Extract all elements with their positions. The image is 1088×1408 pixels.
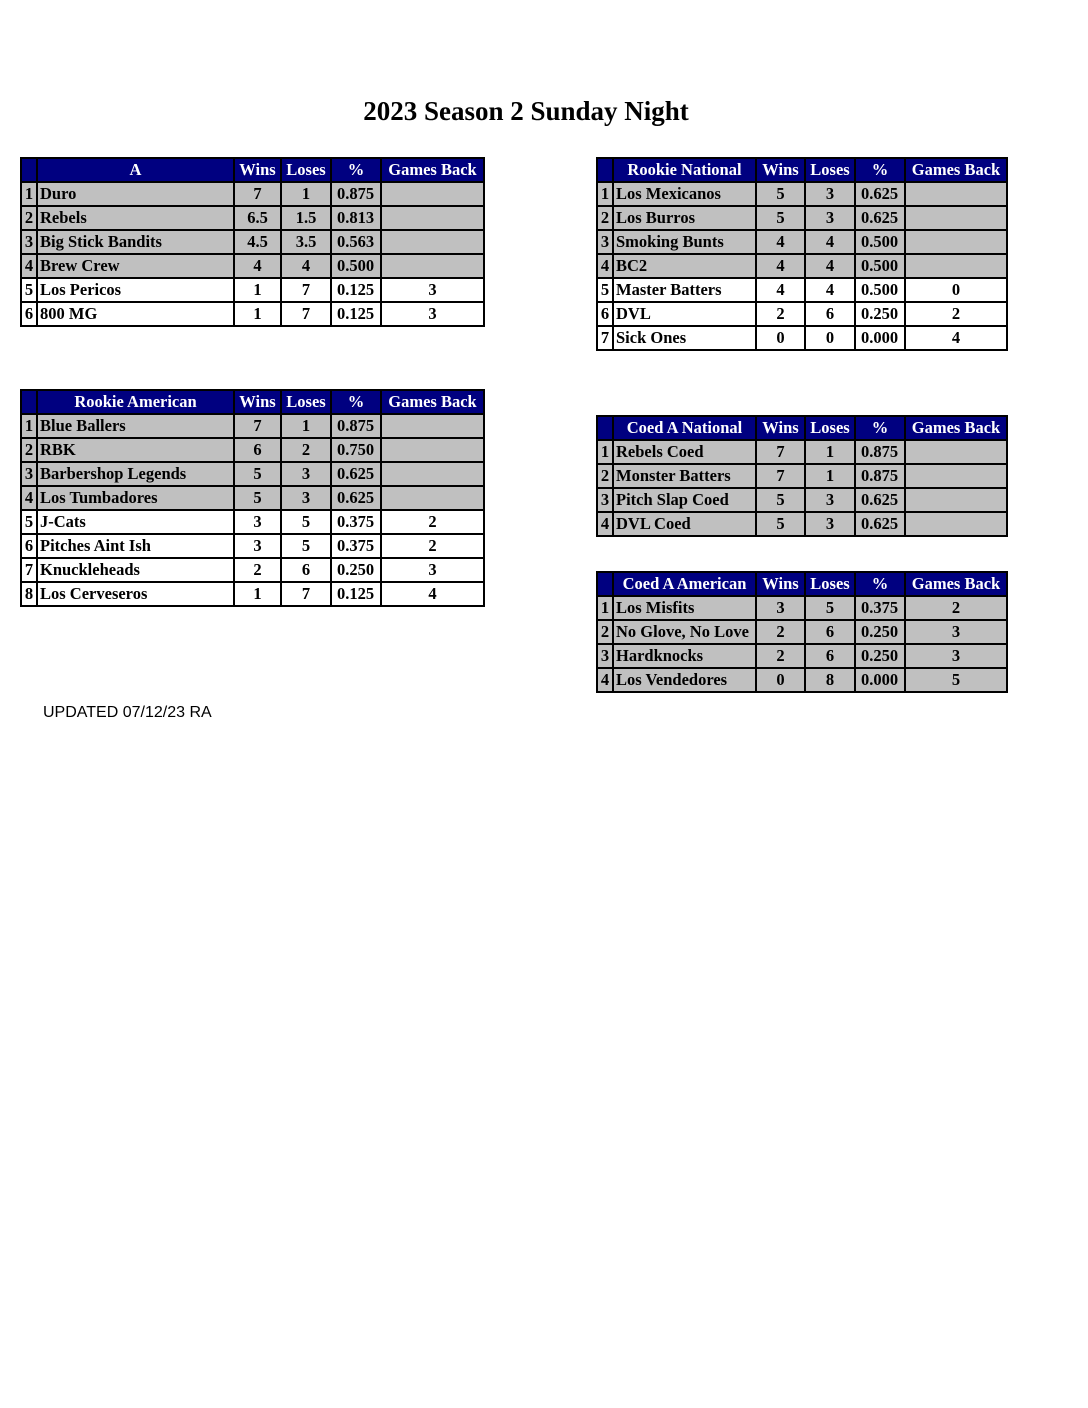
cell-wins: 4 — [756, 278, 805, 302]
header-rank — [597, 416, 613, 440]
cell-team: Hardknocks — [613, 644, 756, 668]
cell-loses: 7 — [281, 302, 331, 326]
cell-rank: 3 — [597, 644, 613, 668]
cell-wins: 5 — [756, 206, 805, 230]
cell-pct: 0.625 — [855, 488, 905, 512]
cell-wins: 0 — [756, 668, 805, 692]
cell-games-back: 2 — [381, 534, 484, 558]
header-division: Coed A American — [613, 572, 756, 596]
cell-wins: 4.5 — [234, 230, 281, 254]
table-row — [597, 206, 1007, 230]
cell-games-back — [905, 512, 1007, 536]
cell-wins: 4 — [756, 230, 805, 254]
cell-loses: 3 — [281, 486, 331, 510]
header-division: Coed A National — [613, 416, 756, 440]
cell-games-back — [381, 182, 484, 206]
cell-pct: 0.625 — [855, 182, 905, 206]
cell-games-back — [905, 182, 1007, 206]
cell-wins: 7 — [234, 414, 281, 438]
cell-pct: 0.875 — [331, 414, 381, 438]
cell-wins: 5 — [756, 488, 805, 512]
table-row — [597, 254, 1007, 278]
updated-note: UPDATED 07/12/23 RA — [43, 704, 212, 721]
cell-rank: 6 — [21, 302, 37, 326]
cell-wins: 2 — [756, 644, 805, 668]
cell-team: Los Mexicanos — [613, 182, 756, 206]
header-wins: Wins — [756, 158, 805, 182]
cell-loses: 6 — [805, 644, 855, 668]
cell-wins: 2 — [234, 558, 281, 582]
cell-team: Smoking Bunts — [613, 230, 756, 254]
cell-rank: 2 — [597, 620, 613, 644]
cell-pct: 0.875 — [855, 464, 905, 488]
header-pct: % — [855, 416, 905, 440]
cell-rank: 1 — [21, 414, 37, 438]
cell-rank: 3 — [597, 488, 613, 512]
cell-loses: 3 — [805, 206, 855, 230]
cell-rank: 5 — [597, 278, 613, 302]
cell-pct: 0.125 — [331, 582, 381, 606]
cell-rank: 6 — [597, 302, 613, 326]
header-rank — [21, 158, 37, 182]
table-row — [21, 438, 484, 462]
header-wins: Wins — [756, 572, 805, 596]
cell-pct: 0.500 — [855, 254, 905, 278]
cell-pct: 0.500 — [855, 230, 905, 254]
header-loses: Loses — [281, 158, 331, 182]
cell-games-back — [381, 438, 484, 462]
cell-pct: 0.375 — [855, 596, 905, 620]
cell-rank: 2 — [21, 438, 37, 462]
cell-team: Blue Ballers — [37, 414, 234, 438]
table-row — [21, 278, 484, 302]
header-loses: Loses — [805, 572, 855, 596]
standings-table-coed-a-national — [596, 415, 1008, 537]
table-row — [21, 254, 484, 278]
cell-team: Rebels Coed — [613, 440, 756, 464]
cell-games-back: 3 — [905, 620, 1007, 644]
cell-team: Brew Crew — [37, 254, 234, 278]
cell-team: RBK — [37, 438, 234, 462]
cell-games-back: 3 — [381, 302, 484, 326]
table-row — [597, 488, 1007, 512]
cell-team: Los Pericos — [37, 278, 234, 302]
cell-loses: 1.5 — [281, 206, 331, 230]
cell-team: DVL Coed — [613, 512, 756, 536]
cell-team: J-Cats — [37, 510, 234, 534]
cell-pct: 0.625 — [331, 462, 381, 486]
cell-rank: 4 — [21, 254, 37, 278]
cell-games-back: 3 — [381, 558, 484, 582]
standings-table-coed-a-american — [596, 571, 1008, 693]
table-row — [21, 414, 484, 438]
cell-team: 800 MG — [37, 302, 234, 326]
cell-pct: 0.500 — [331, 254, 381, 278]
table-row — [21, 302, 484, 326]
standings-table-rookie-national — [596, 157, 1008, 351]
header-rank — [21, 390, 37, 414]
table-row — [21, 582, 484, 606]
cell-wins: 5 — [756, 512, 805, 536]
header-row — [21, 158, 484, 182]
cell-wins: 3 — [234, 534, 281, 558]
cell-rank: 4 — [597, 512, 613, 536]
cell-team: DVL — [613, 302, 756, 326]
page-title: 2023 Season 2 Sunday Night — [363, 96, 689, 126]
standings-table-rookie-american — [20, 389, 485, 607]
cell-loses: 1 — [805, 464, 855, 488]
cell-games-back — [381, 254, 484, 278]
cell-loses: 6 — [805, 302, 855, 326]
cell-rank: 4 — [597, 254, 613, 278]
cell-games-back — [381, 206, 484, 230]
cell-games-back — [905, 206, 1007, 230]
cell-games-back: 2 — [905, 596, 1007, 620]
cell-games-back: 5 — [905, 668, 1007, 692]
cell-wins: 7 — [756, 440, 805, 464]
cell-wins: 5 — [756, 182, 805, 206]
cell-wins: 4 — [234, 254, 281, 278]
cell-team: BC2 — [613, 254, 756, 278]
cell-loses: 4 — [281, 254, 331, 278]
cell-rank: 3 — [597, 230, 613, 254]
cell-loses: 3 — [805, 488, 855, 512]
cell-team: No Glove, No Love — [613, 620, 756, 644]
table-row — [597, 596, 1007, 620]
cell-team: Pitches Aint Ish — [37, 534, 234, 558]
cell-games-back — [381, 486, 484, 510]
header-row — [597, 572, 1007, 596]
table-row — [21, 182, 484, 206]
cell-rank: 7 — [597, 326, 613, 350]
cell-rank: 1 — [597, 182, 613, 206]
header-division: Rookie National — [613, 158, 756, 182]
cell-pct: 0.875 — [331, 182, 381, 206]
table-row — [597, 302, 1007, 326]
header-row — [597, 416, 1007, 440]
cell-rank: 2 — [21, 206, 37, 230]
cell-team: Rebels — [37, 206, 234, 230]
table-row — [597, 512, 1007, 536]
table-row — [597, 278, 1007, 302]
cell-wins: 3 — [756, 596, 805, 620]
header-division: A — [37, 158, 234, 182]
cell-loses: 7 — [281, 278, 331, 302]
header-games-back: Games Back — [905, 158, 1007, 182]
cell-rank: 1 — [597, 596, 613, 620]
cell-pct: 0.250 — [855, 302, 905, 326]
table-row — [21, 206, 484, 230]
cell-games-back — [905, 464, 1007, 488]
cell-team: Los Misfits — [613, 596, 756, 620]
header-games-back: Games Back — [381, 390, 484, 414]
cell-loses: 4 — [805, 254, 855, 278]
table-row — [21, 534, 484, 558]
cell-team: Los Burros — [613, 206, 756, 230]
cell-rank: 6 — [21, 534, 37, 558]
cell-rank: 1 — [21, 182, 37, 206]
cell-rank: 3 — [21, 230, 37, 254]
cell-pct: 0.250 — [855, 644, 905, 668]
cell-pct: 0.625 — [855, 206, 905, 230]
table-row — [597, 644, 1007, 668]
cell-games-back: 2 — [905, 302, 1007, 326]
cell-loses: 1 — [805, 440, 855, 464]
cell-pct: 0.563 — [331, 230, 381, 254]
cell-games-back: 4 — [381, 582, 484, 606]
cell-team: Monster Batters — [613, 464, 756, 488]
cell-team: Barbershop Legends — [37, 462, 234, 486]
cell-loses: 5 — [281, 534, 331, 558]
header-games-back: Games Back — [381, 158, 484, 182]
table-row — [597, 620, 1007, 644]
header-games-back: Games Back — [905, 572, 1007, 596]
cell-wins: 1 — [234, 582, 281, 606]
cell-loses: 3 — [805, 182, 855, 206]
cell-rank: 1 — [597, 440, 613, 464]
cell-rank: 7 — [21, 558, 37, 582]
cell-wins: 2 — [756, 302, 805, 326]
cell-games-back — [905, 230, 1007, 254]
cell-games-back — [381, 462, 484, 486]
table-row — [21, 462, 484, 486]
cell-team: Los Vendedores — [613, 668, 756, 692]
header-rank — [597, 158, 613, 182]
cell-loses: 4 — [805, 278, 855, 302]
cell-pct: 0.875 — [855, 440, 905, 464]
table-row — [597, 668, 1007, 692]
cell-rank: 2 — [597, 464, 613, 488]
cell-games-back — [381, 414, 484, 438]
cell-wins: 1 — [234, 302, 281, 326]
cell-team: Sick Ones — [613, 326, 756, 350]
header-row — [597, 158, 1007, 182]
cell-games-back — [381, 230, 484, 254]
header-loses: Loses — [805, 158, 855, 182]
cell-games-back: 3 — [381, 278, 484, 302]
cell-rank: 2 — [597, 206, 613, 230]
cell-wins: 5 — [234, 462, 281, 486]
cell-team: Pitch Slap Coed — [613, 488, 756, 512]
header-row — [21, 390, 484, 414]
table-row — [21, 230, 484, 254]
cell-wins: 7 — [234, 182, 281, 206]
cell-pct: 0.125 — [331, 302, 381, 326]
table-row — [21, 558, 484, 582]
cell-rank: 5 — [21, 510, 37, 534]
header-pct: % — [331, 390, 381, 414]
cell-wins: 6.5 — [234, 206, 281, 230]
header-wins: Wins — [234, 390, 281, 414]
cell-loses: 6 — [805, 620, 855, 644]
cell-rank: 8 — [21, 582, 37, 606]
cell-loses: 0 — [805, 326, 855, 350]
cell-loses: 8 — [805, 668, 855, 692]
cell-pct: 0.625 — [855, 512, 905, 536]
header-pct: % — [855, 572, 905, 596]
cell-wins: 1 — [234, 278, 281, 302]
cell-pct: 0.500 — [855, 278, 905, 302]
header-games-back: Games Back — [905, 416, 1007, 440]
header-rank — [597, 572, 613, 596]
cell-loses: 2 — [281, 438, 331, 462]
cell-pct: 0.375 — [331, 534, 381, 558]
cell-rank: 5 — [21, 278, 37, 302]
cell-loses: 3 — [805, 512, 855, 536]
cell-pct: 0.750 — [331, 438, 381, 462]
cell-games-back — [905, 440, 1007, 464]
cell-team: Los Cerveseros — [37, 582, 234, 606]
cell-pct: 0.125 — [331, 278, 381, 302]
cell-wins: 5 — [234, 486, 281, 510]
cell-pct: 0.813 — [331, 206, 381, 230]
cell-loses: 4 — [805, 230, 855, 254]
cell-team: Big Stick Bandits — [37, 230, 234, 254]
table-row — [597, 464, 1007, 488]
cell-loses: 1 — [281, 182, 331, 206]
table-row — [21, 486, 484, 510]
cell-loses: 5 — [805, 596, 855, 620]
cell-pct: 0.625 — [331, 486, 381, 510]
cell-pct: 0.000 — [855, 326, 905, 350]
table-row — [597, 326, 1007, 350]
cell-loses: 1 — [281, 414, 331, 438]
cell-team: Knuckleheads — [37, 558, 234, 582]
cell-loses: 6 — [281, 558, 331, 582]
cell-wins: 4 — [756, 254, 805, 278]
cell-wins: 6 — [234, 438, 281, 462]
cell-team: Master Batters — [613, 278, 756, 302]
cell-team: Duro — [37, 182, 234, 206]
cell-pct: 0.250 — [331, 558, 381, 582]
cell-rank: 4 — [597, 668, 613, 692]
standings-table-a — [20, 157, 485, 327]
cell-wins: 3 — [234, 510, 281, 534]
header-pct: % — [855, 158, 905, 182]
cell-loses: 7 — [281, 582, 331, 606]
cell-rank: 4 — [21, 486, 37, 510]
cell-games-back: 0 — [905, 278, 1007, 302]
cell-loses: 3.5 — [281, 230, 331, 254]
cell-wins: 7 — [756, 464, 805, 488]
cell-games-back — [905, 254, 1007, 278]
cell-pct: 0.250 — [855, 620, 905, 644]
table-row — [597, 230, 1007, 254]
cell-games-back: 3 — [905, 644, 1007, 668]
cell-pct: 0.000 — [855, 668, 905, 692]
cell-loses: 5 — [281, 510, 331, 534]
cell-pct: 0.375 — [331, 510, 381, 534]
cell-loses: 3 — [281, 462, 331, 486]
header-wins: Wins — [234, 158, 281, 182]
cell-team: Los Tumbadores — [37, 486, 234, 510]
table-row — [597, 440, 1007, 464]
cell-wins: 0 — [756, 326, 805, 350]
header-pct: % — [331, 158, 381, 182]
header-division: Rookie American — [37, 390, 234, 414]
cell-games-back: 4 — [905, 326, 1007, 350]
cell-wins: 2 — [756, 620, 805, 644]
header-loses: Loses — [805, 416, 855, 440]
table-row — [21, 510, 484, 534]
header-loses: Loses — [281, 390, 331, 414]
cell-games-back — [905, 488, 1007, 512]
header-wins: Wins — [756, 416, 805, 440]
cell-rank: 3 — [21, 462, 37, 486]
cell-games-back: 2 — [381, 510, 484, 534]
table-row — [597, 182, 1007, 206]
